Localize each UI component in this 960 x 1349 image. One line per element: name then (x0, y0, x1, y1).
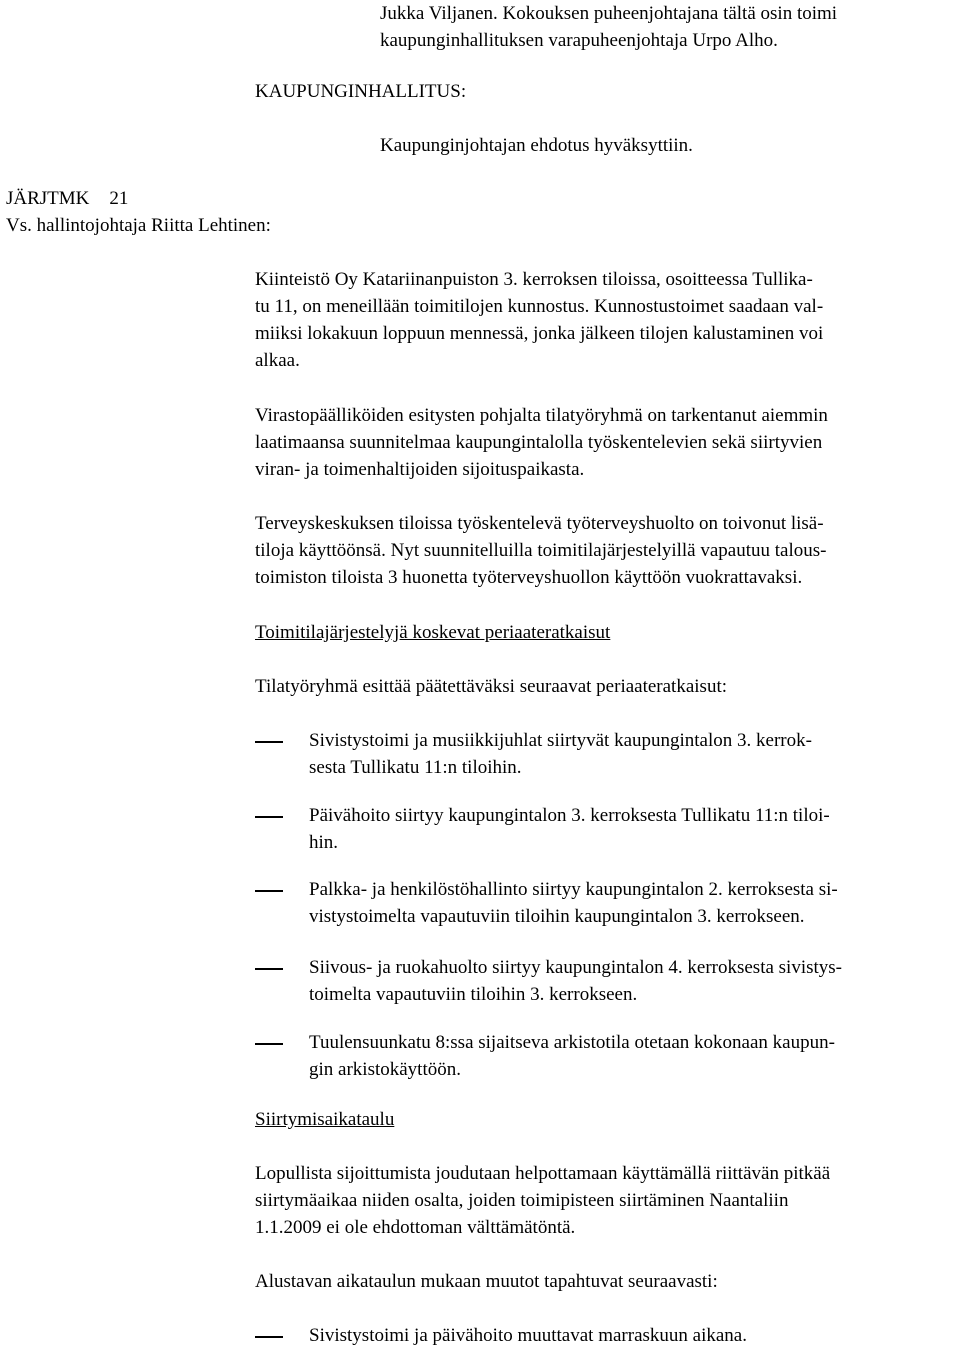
text-line: hin. (309, 832, 339, 853)
text-line: viran- ja toimenhaltijoiden sijoituspaikasta. (255, 459, 585, 480)
dash-bullet (255, 968, 283, 970)
paragraph (255, 402, 955, 483)
text-line: Kiinteistö Oy Katariinanpuiston 3. kerroksen tiloissa, osoitteessa Tullika- (255, 269, 813, 290)
case-number: 21 (109, 188, 129, 209)
dash-bullet (255, 890, 283, 892)
text-line: toimiston tiloista 3 huonetta työterveyshuollon käyttöön vuokrattavaksi. (255, 567, 803, 588)
list-item (309, 1029, 959, 1083)
text-line: Päivähoito siirtyy kaupungintalon 3. kerroksesta Tullikatu 11:n tiloi- (309, 805, 830, 826)
list-item (309, 1322, 959, 1349)
section-intro: Alustavan aikataulun mukaan muutot tapahtuvat seuraavasti: (255, 1271, 718, 1292)
text-line: Sivistystoimi ja päivähoito muuttavat marraskuun aikana. (309, 1325, 747, 1346)
text-line: tu 11, on meneillään toimitilojen kunnostus. Kunnostustoimet saadaan val- (255, 296, 824, 317)
paragraph (255, 510, 955, 591)
text-line: miiksi lokakuun loppuun mennessä, jonka jälkeen tilojen kalustaminen voi (255, 323, 824, 344)
section-heading: Toimitilajärjestelyjä koskevat periaateratkaisut (255, 622, 611, 643)
case-presenter: Vs. hallintojohtaja Riitta Lehtinen: (6, 215, 271, 236)
text-line: 1.1.2009 ei ole ehdottoman välttämätöntä. (255, 1217, 576, 1238)
text-line: sesta Tullikatu 11:n tiloihin. (309, 757, 522, 778)
board-label: KAUPUNGINHALLITUS: (255, 81, 467, 102)
dash-bullet (255, 741, 283, 743)
text-line: toimelta vapautuviin tiloihin 3. kerrokseen. (309, 984, 638, 1005)
dash-bullet (255, 1336, 283, 1338)
dash-bullet (255, 1043, 283, 1045)
header-line: Jukka Viljanen. Kokouksen puheenjohtajana tältä osin toimi (380, 3, 838, 24)
text-line: alkaa. (255, 350, 300, 371)
text-line: Sivistystoimi ja musiikkijuhlat siirtyvät kaupungintalon 3. kerrok- (309, 730, 812, 751)
text-line: Lopullista sijoittumista joudutaan helpottamaan käyttämällä riittävän pitkää (255, 1163, 831, 1184)
text-line: Palkka- ja henkilöstöhallinto siirtyy kaupungintalon 2. kerroksesta si- (309, 879, 838, 900)
text-line: vistystoimelta vapautuviin tiloihin kaupungintalon 3. kerrokseen. (309, 906, 805, 927)
section-heading: Siirtymisaikataulu (255, 1109, 395, 1130)
text-line: Virastopäälliköiden esitysten pohjalta tilatyöryhmä on tarkentanut aiemmin (255, 405, 828, 426)
section-intro: Tilatyöryhmä esittää päätettäväksi seuraavat periaateratkaisut: (255, 676, 728, 697)
text-line: Terveyskeskuksen tiloissa työskentelevä työterveyshuolto on toivonut lisä- (255, 513, 824, 534)
list-item (309, 876, 959, 930)
header-line: kaupunginhallituksen varapuheenjohtaja Urpo Alho. (380, 30, 778, 51)
list-item (309, 802, 959, 856)
case-code: JÄRJTMK (6, 188, 90, 209)
list-item (309, 727, 959, 781)
text-line: siirtymäaikaa niiden osalta, joiden toimipisteen siirtäminen Naantaliin (255, 1190, 789, 1211)
header-text (255, 0, 955, 54)
paragraph (255, 1160, 955, 1241)
dash-bullet (255, 816, 283, 818)
case-id (6, 185, 128, 212)
text-line: gin arkistokäyttöön. (309, 1059, 461, 1080)
text-line: Siivous- ja ruokahuolto siirtyy kaupungintalon 4. kerroksesta sivistys- (309, 957, 843, 978)
text-line: tiloja käyttöönsä. Nyt suunnitelluilla toimitilajärjestelyillä vapautuu talous- (255, 540, 827, 561)
list-item (309, 954, 959, 1008)
text-line: Tuulensuunkatu 8:ssa sijaitseva arkistotila otetaan kokonaan kaupun- (309, 1032, 835, 1053)
text-line: laatimaansa suunnitelmaa kaupungintalolla työskentelevien sekä siirtyvien (255, 432, 823, 453)
paragraph (255, 266, 955, 374)
board-decision: Kaupunginjohtajan ehdotus hyväksyttiin. (380, 135, 693, 156)
